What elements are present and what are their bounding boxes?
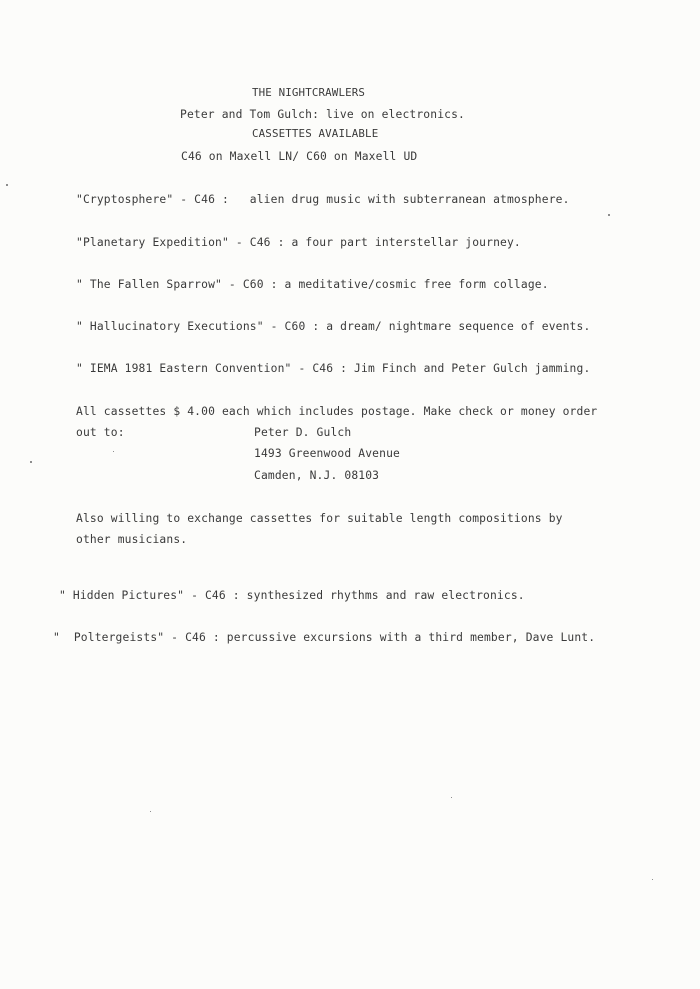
cassette-entry-fallen-sparrow: " The Fallen Sparrow" - C60 : a meditative/cosmic free form collage.	[76, 278, 549, 291]
price-line: All cassettes $ 4.00 each which includes postage. Make check or money order	[76, 405, 598, 418]
exchange-line-1: Also willing to exchange cassettes for suitable length compositions by	[76, 512, 563, 525]
paper-speck	[608, 214, 610, 216]
address-name: Peter D. Gulch	[254, 426, 352, 439]
members-line: Peter and Tom Gulch: live on electronics.	[180, 108, 466, 121]
band-name: THE NIGHTCRAWLERS	[252, 86, 366, 99]
media-line: C46 on Maxell LN/ C60 on Maxell UD	[181, 150, 418, 163]
pay-to-label: out to:	[76, 426, 125, 439]
paper-speck	[150, 811, 151, 812]
cassette-entry-cryptosphere: "Cryptosphere" - C46 : alien drug music with subterranean atmosphere.	[76, 193, 570, 206]
cassette-entry-hallucinatory-executions: " Hallucinatory Executions" - C60 : a dream/ nightmare sequence of events.	[76, 320, 591, 333]
exchange-line-2: other musicians.	[76, 533, 188, 546]
cassette-entry-hidden-pictures: " Hidden Pictures" - C46 : synthesized rhythms and raw electronics.	[59, 589, 525, 602]
cassette-entry-poltergeists: " Poltergeists" - C46 : percussive excursions with a third member, Dave Lunt.	[53, 631, 596, 644]
address-city: Camden, N.J. 08103	[254, 469, 380, 482]
address-street: 1493 Greenwood Avenue	[254, 447, 400, 460]
paper-speck	[451, 797, 452, 798]
paper-speck	[30, 461, 32, 463]
cassette-entry-planetary-expedition: "Planetary Expedition" - C46 : a four part interstellar journey.	[76, 236, 521, 249]
paper-speck	[652, 879, 653, 880]
cassette-entry-iema-convention: " IEMA 1981 Eastern Convention" - C46 : Jim Finch and Peter Gulch jamming.	[76, 362, 591, 375]
paper-speck	[113, 451, 114, 452]
paper-speck	[6, 184, 8, 186]
availability-heading: CASSETTES AVAILABLE	[252, 127, 379, 140]
